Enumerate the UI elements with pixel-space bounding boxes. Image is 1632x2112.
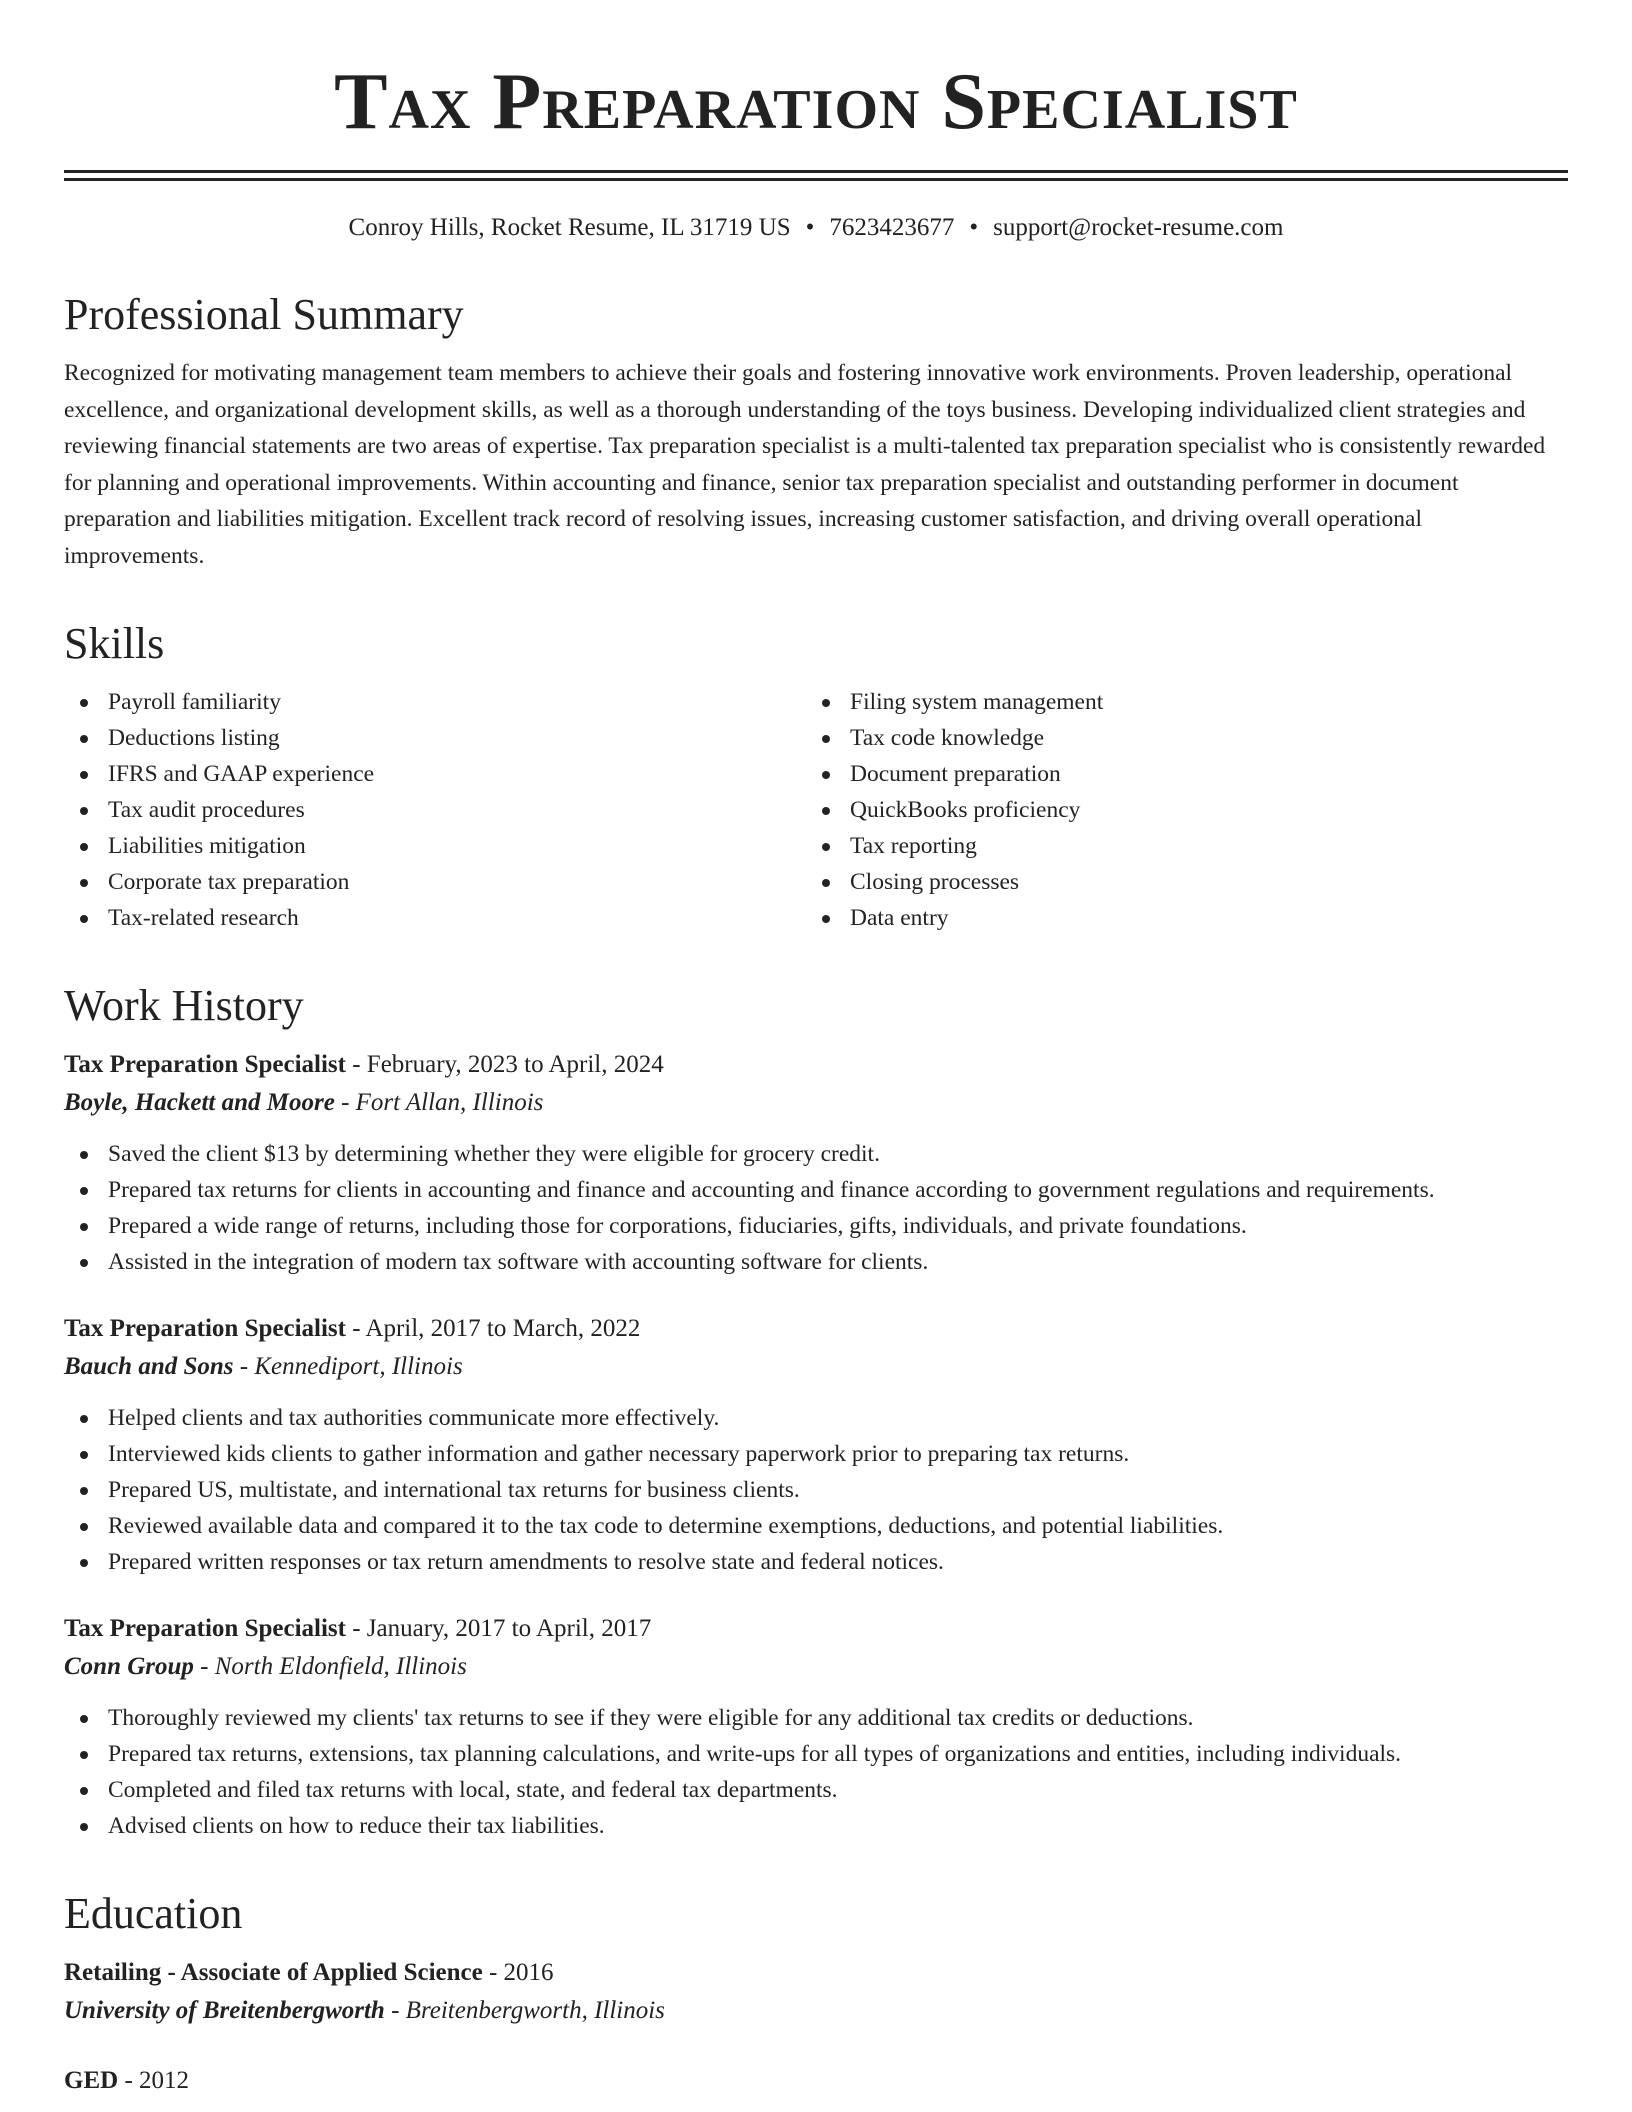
summary-text: Recognized for motivating management team members to achieve their goals and fostering innovative work environments. Proven leadership, operational excellence, and organizational development skills, as well as a thorough understanding of the toys business. Developing individualized client strategies and reviewing financial statements are two areas of expertise. Tax preparation specialist is a multi-talented tax preparation specialist who is consistently rewarded for planning and operational improvements. Within accounting and finance, senior tax preparation specialist and outstanding performer in document preparation and liabilities mitigation. Excellent track record of resolving issues, increasing customer satisfaction, and driving overall operational improvements. [64,360,1546,569]
job-title: Tax Preparation Specialist [64,1315,346,1342]
job-entry [64,1610,1568,1844]
skill-item [64,756,806,792]
section-heading-work-history: Work History [64,981,304,1030]
job-bullet-text: Prepared written responses or tax return amendments to resolve state and federal notices. [108,1549,944,1575]
job-company: Boyle, Hackett and Moore [64,1089,335,1116]
job-bullet-text: Assisted in the integration of modern tax software with accounting software for clients. [108,1249,929,1275]
skill-text: IFRS and GAAP experience [108,761,375,787]
skill-item [806,684,1548,720]
section-heading-summary: Professional Summary [64,290,464,339]
bullet-icon [80,1823,88,1831]
job-bullet [64,1808,1568,1844]
bullet-icon [80,1751,88,1759]
bullet-icon [80,1715,88,1723]
job-title: Tax Preparation Specialist [64,1051,346,1078]
skill-text: Filing system management [850,689,1104,715]
job-bullet-text: Interviewed kids clients to gather information and gather necessary paperwork prior to preparing tax returns. [108,1441,1130,1467]
education-degree-line [64,1954,1568,1992]
education-degree-line [64,2062,1568,2100]
bullet-icon [80,1787,88,1795]
bullet-icon [822,735,830,743]
skill-item [806,864,1548,900]
bullet-icon [80,1223,88,1231]
job-bullet-text: Reviewed available data and compared it to the tax code to determine exemptions, deductions, and potential liabilities. [108,1513,1224,1539]
resume-name-heading: Tax Preparation Specialist [334,58,1298,146]
section-heading-skills: Skills [64,619,165,668]
bullet-icon [822,879,830,887]
job-location: - North Eldonfield, Illinois [193,1653,467,1680]
education-entry [64,1954,1568,2030]
skill-item [806,720,1548,756]
education-year: - 2016 [482,1959,554,1986]
bullet-icon [822,807,830,815]
bullet-icon [80,1451,88,1459]
job-location: - Fort Allan, Illinois [334,1089,544,1116]
skill-item [64,792,806,828]
job-dates: - January, 2017 to April, 2017 [345,1615,652,1642]
skills-columns [64,684,1568,936]
bullet-icon [80,807,88,815]
job-bullet-text: Completed and filed tax returns with local, state, and federal tax departments. [108,1777,838,1803]
bullet-icon [80,1415,88,1423]
contact-email[interactable]: support@rocket-resume.com [993,214,1284,241]
education-degree: GED [64,2067,119,2094]
job-bullet [64,1436,1568,1472]
skill-text: Tax-related research [108,905,299,931]
skill-item [806,828,1548,864]
job-title-line [64,1310,1568,1348]
skill-item [806,756,1548,792]
job-bullet [64,1400,1568,1436]
skills-list-right [806,684,1548,936]
job-bullet-text: Advised clients on how to reduce their tax liabilities. [108,1813,605,1839]
bullet-icon [80,1259,88,1267]
job-bullet [64,1244,1568,1280]
education-school: University of Breitenbergworth [64,1997,385,2024]
skills-list-left [64,684,806,936]
job-company: Bauch and Sons [64,1353,234,1380]
skill-item [64,828,806,864]
job-bullet [64,1700,1568,1736]
skill-text: Tax reporting [850,833,977,859]
job-bullet [64,1172,1568,1208]
education-degree: Retailing - Associate of Applied Science [64,1959,483,1986]
bullet-icon [80,879,88,887]
job-location: - Kennediport, Illinois [233,1353,463,1380]
job-bullet-text: Helped clients and tax authorities communicate more effectively. [108,1405,720,1431]
job-bullet [64,1736,1568,1772]
bullet-icon [80,843,88,851]
skill-item [64,684,806,720]
contact-line [64,211,1568,245]
skill-text: Corporate tax preparation [108,869,350,895]
skill-text: Tax audit procedures [108,797,305,823]
skill-item [806,792,1548,828]
bullet-icon [80,1523,88,1531]
contact-phone: 7623423677 [829,214,955,241]
bullet-icon [822,915,830,923]
job-dates: - April, 2017 to March, 2022 [345,1315,641,1342]
bullet-icon [80,699,88,707]
job-company: Conn Group [64,1653,194,1680]
job-bullet-text: Saved the client $13 by determining whether they were eligible for grocery credit. [108,1141,880,1167]
skill-text: QuickBooks proficiency [850,797,1081,823]
bullet-icon [80,1559,88,1567]
resume-page [64,0,1568,2100]
job-entry [64,1310,1568,1580]
job-title-line [64,1610,1568,1648]
skill-item [64,864,806,900]
contact-separator: • [805,214,815,241]
job-bullet [64,1472,1568,1508]
job-company-line [64,1648,1568,1686]
skill-text: Closing processes [850,869,1020,895]
job-bullet [64,1136,1568,1172]
job-bullet-text: Prepared a wide range of returns, including those for corporations, fiduciaries, gifts, individuals, and private foundations. [108,1213,1247,1239]
skill-item [64,720,806,756]
job-bullet [64,1544,1568,1580]
education-entry [64,2062,1568,2100]
education-location: - Breitenbergworth, Illinois [384,1997,665,2024]
job-bullet-text: Prepared US, multistate, and international tax returns for business clients. [108,1477,800,1503]
job-bullet-text: Prepared tax returns for clients in accounting and finance and accounting and finance according to government regulations and requirements. [108,1177,1435,1203]
job-bullets [64,1700,1568,1844]
contact-address: Conroy Hills, Rocket Resume, IL 31719 US [348,214,791,241]
bullet-icon [80,1487,88,1495]
bullet-icon [80,1187,88,1195]
contact-separator: • [969,214,979,241]
skill-text: Document preparation [850,761,1061,787]
skill-text: Payroll familiarity [108,689,281,715]
job-bullets [64,1136,1568,1280]
header-double-rule [64,170,1568,181]
job-bullet [64,1208,1568,1244]
job-bullets [64,1400,1568,1580]
skill-item [806,900,1548,936]
bullet-icon [822,771,830,779]
education-school-line [64,1992,1568,2030]
job-bullet-text: Thoroughly reviewed my clients' tax returns to see if they were eligible for any additional tax credits or deductions. [108,1705,1194,1731]
skill-item [64,900,806,936]
job-company-line [64,1084,1568,1122]
bullet-icon [822,843,830,851]
bullet-icon [80,915,88,923]
job-bullet [64,1772,1568,1808]
job-title: Tax Preparation Specialist [64,1615,346,1642]
job-title-line [64,1046,1568,1084]
job-company-line [64,1348,1568,1386]
education-year: - 2012 [118,2067,190,2094]
bullet-icon [80,1151,88,1159]
skill-text: Tax code knowledge [850,725,1045,751]
job-bullet-text: Prepared tax returns, extensions, tax planning calculations, and write-ups for all types of organizations and entities, including individuals. [108,1741,1402,1767]
job-dates: - February, 2023 to April, 2024 [345,1051,664,1078]
job-entry [64,1046,1568,1280]
job-bullet [64,1508,1568,1544]
section-heading-education: Education [64,1889,243,1938]
skill-text: Data entry [850,905,949,931]
bullet-icon [80,735,88,743]
skill-text: Liabilities mitigation [108,833,306,859]
bullet-icon [80,771,88,779]
bullet-icon [822,699,830,707]
skill-text: Deductions listing [108,725,280,751]
